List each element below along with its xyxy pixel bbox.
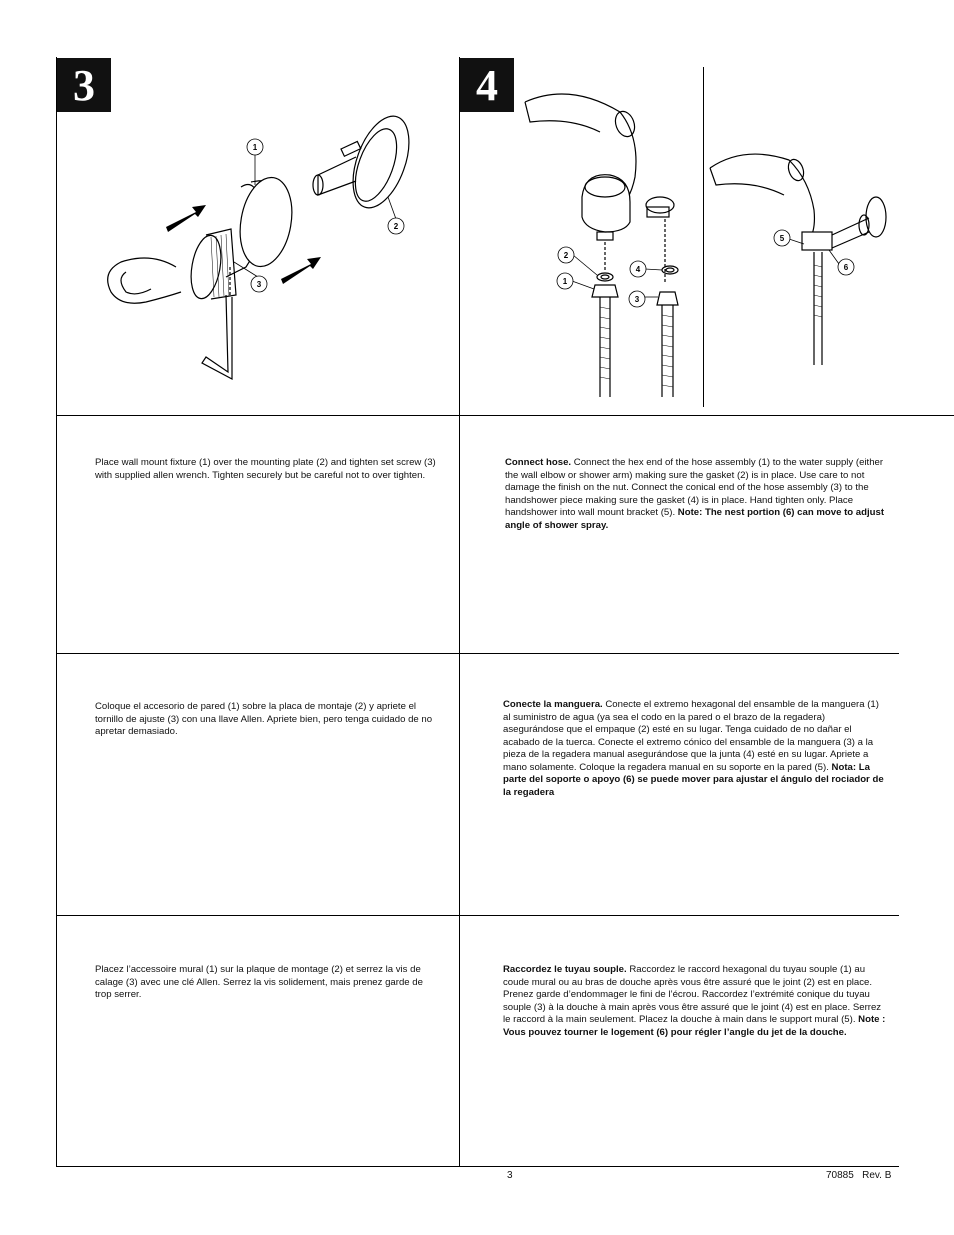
bottom-border xyxy=(56,1166,899,1167)
callout-4-2: 2 xyxy=(563,251,569,260)
step-4-french-note: Note : Vous pouvez tourner le logement (6) pour régler l’angle du jet de la douche. xyxy=(503,1014,886,1038)
step-4-badge: 4 xyxy=(460,58,514,112)
step-4-french-lead: Raccordez le tuyau souple. xyxy=(503,964,627,975)
step-4-illustration-assembled xyxy=(704,140,944,460)
step-4-spanish-lead: Conecte la manguera. xyxy=(503,699,603,710)
callout-4-1: 1 xyxy=(562,277,568,286)
step-4-spanish-text xyxy=(503,699,885,799)
row-divider-3 xyxy=(56,915,899,916)
document-revision: 70885 Rev. B xyxy=(826,1170,892,1181)
callout-3: 3 xyxy=(256,280,262,289)
callout-1: 1 xyxy=(252,143,258,152)
callout-4-6: 6 xyxy=(843,263,849,272)
step-3-spanish-text: Coloque el accesorio de pared (1) sobre la placa de montaje (2) y apriete el tornillo de ajuste (3) con una llave Allen. Apriete bien, pero tenga cuidado de no apretar demasiado. xyxy=(95,701,433,737)
step-4-english-body: Connect the hex end of the hose assembly (1) to the water supply (either the wall elbow or shower arm) making sure the gasket (2) is in place. Use care to not damage the finish on the nut. Connect the conical end of the hose assembly (3) to the handshower piece making sure the gasket (4) is in place. Hand tighten only. Place handshower into wall mount bracket (5). xyxy=(505,457,884,518)
callout-4-4: 4 xyxy=(635,265,641,274)
step-3-illustration xyxy=(56,57,456,407)
step-4-french-body: Raccordez le raccord hexagonal du tuyau souple (1) au coude mural ou au bras de douche après vous être assuré que le joint (2) est en place. Prenez garde d’endommager le fini de l’écrou. Raccordez l’extrémité conique du tuyau souple (3) à la douche à main après vous être assuré que le joint (4) est en place. Serrez le raccord à la main seulement. Placez la douche à main dans le support mural (5). xyxy=(503,964,882,1025)
page-number: 3 xyxy=(507,1170,513,1181)
step-3-english-text: Place wall mount fixture (1) over the mounting plate (2) and tighten set screw (3) with supplied allen wrench. Tighten securely but be careful not to over tighten. xyxy=(95,457,436,481)
step-4-french-text xyxy=(503,964,888,1039)
step-4-spanish-note: Nota: La parte del soporte o apoyo (6) se puede mover para ajustar el ángulo del rociador de la regadera xyxy=(503,761,884,798)
callout-4-5: 5 xyxy=(779,234,785,243)
callout-4-3: 3 xyxy=(634,295,640,304)
row-divider-2 xyxy=(56,653,899,654)
step-4-illustration-hose xyxy=(460,67,700,407)
step-3-badge: 3 xyxy=(57,58,111,112)
step-4-spanish-body: Conecte el extremo hexagonal del ensamble de la manguera (1) al suministro de agua (ya sea el codo en la pared o el brazo de la regadera) asegurándose que el empaque (2) esté en su lugar. Tenga cuidado de no dañar el acabado de la tuerca. Conecte el extremo cónico del ensamble de la manguera (3) a la pieza de la regadera manual asegurándose que la junta (4) esté en su lugar. Apriete a mano solamente. Coloque la regadera manual en su soporte en la pared (5). xyxy=(503,699,879,773)
callout-2: 2 xyxy=(393,222,399,231)
step-4-english-lead: Connect hose. xyxy=(505,457,572,468)
step-4-english-text xyxy=(505,457,890,532)
step-4-english-note: Note: The nest portion (6) can move to adjust angle of shower spray. xyxy=(505,507,885,531)
step-3-french-text: Placez l’accessoire mural (1) sur la plaque de montage (2) et serrez la vis de calage (3) avec une clé Allen. Serrez la vis solidement, mais prenez garde de trop serrer. xyxy=(95,964,423,1000)
